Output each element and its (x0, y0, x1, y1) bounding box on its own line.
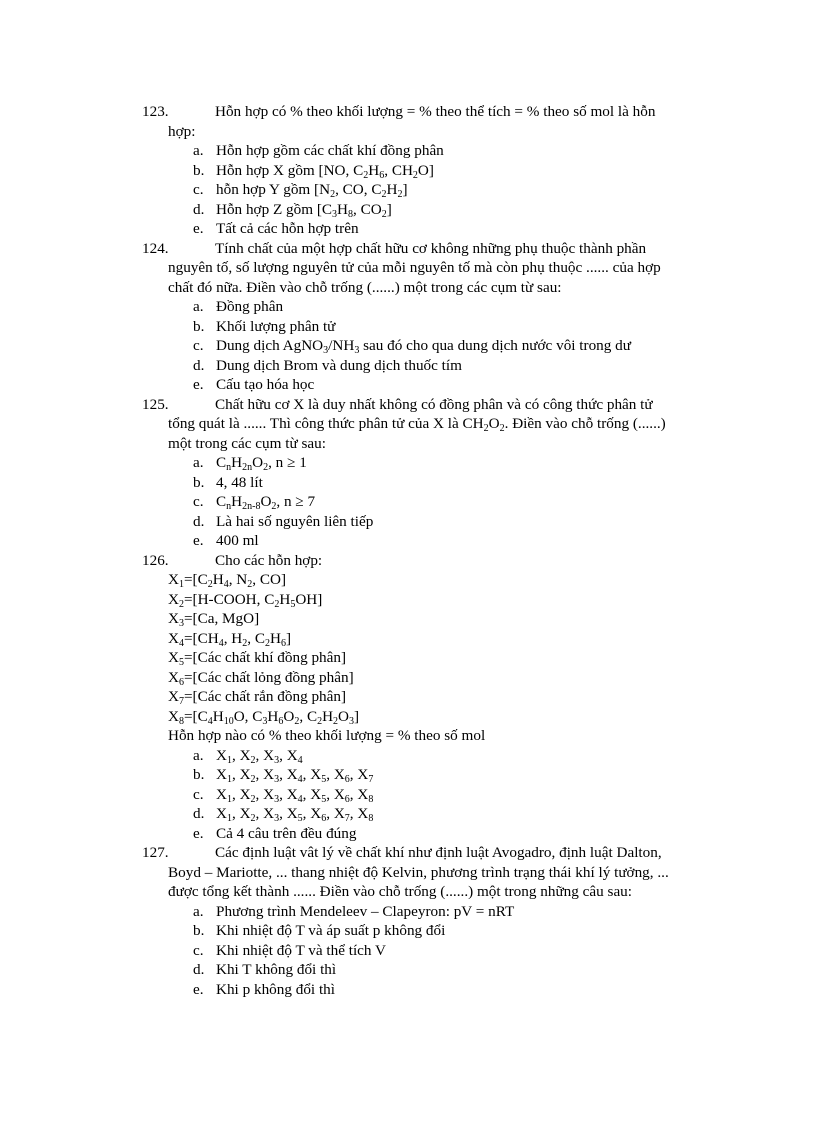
answer-option (0, 804, 816, 824)
option-letter: b. (193, 317, 205, 335)
mixture-item: $X_5=[Các$ chất khí đồng phân] (168, 649, 347, 668)
question-stem-line: Tính chất của một hợp chất hữu cơ không những phụ thuộc thành phần (215, 239, 647, 257)
question-stem-line: Boyd – Mariotte, ... thang nhiệt độ Kelvin, phương trình trạng thái khí lý tưởng, ... (168, 863, 669, 881)
question-stem-continuation (0, 278, 816, 298)
answer-option (0, 531, 816, 551)
option-letter: c. (193, 785, 204, 803)
option-text: Khi T không đổi thì (216, 961, 337, 978)
option-text: Hỗn hợp Z gồm [$C_3H_8$, $CO_2$] (216, 200, 392, 220)
answer-option (0, 512, 816, 532)
question-prompt: Hỗn hợp nào có % theo khối lượng = % theo số mol (168, 727, 486, 744)
option-letter: b. (193, 922, 205, 939)
question-stem-continuation (0, 414, 816, 434)
answer-option (0, 941, 816, 961)
answer-option (0, 317, 816, 337)
mixture-item: $X_1=[C_2H_4$, $N_2$, CO] (168, 571, 287, 590)
answer-option (0, 336, 816, 356)
mixture-line (0, 648, 816, 668)
question-stem-line: chất đó nữa. Điền vào chỗ trống (......) một trong các cụm từ sau: (168, 278, 562, 296)
option-text: Hỗn hợp X gồm [NO, $C_2H_6$, $CH_2O$] (216, 161, 434, 181)
option-text: $X_1$, $X_2$, $X_3$, $X_4$ (216, 746, 303, 766)
option-letter: d. (193, 961, 205, 978)
question-stem-line: hợp: (168, 122, 196, 140)
answer-option (0, 375, 816, 395)
answer-option (0, 921, 816, 941)
option-text: $X_1$, $X_2$, $X_3$, $X_4$, $X_5$, $X_6$, $X_8$ (216, 785, 374, 805)
option-letter: d. (193, 200, 205, 218)
question-stem-line: được tổng kết thành ...... Điền vào chỗ trống (......) một trong những câu sau: (168, 883, 632, 900)
mixture-item: $X_2=[H$-COOH, $C_2H_5OH$] (168, 590, 323, 610)
option-text: Khi p không đổi thì (216, 980, 335, 998)
option-text: Dung dịch Brom và dung dịch thuốc tím (216, 356, 462, 374)
answer-option (0, 200, 816, 220)
question-number: 123. (142, 103, 169, 120)
question-stem-continuation (0, 882, 816, 902)
option-letter: e. (193, 376, 204, 393)
option-text: hỗn hợp Y gồm [$N_2$, CO, $C_2H_2$] (216, 181, 408, 200)
question-number: 124. (142, 239, 169, 257)
option-letter: d. (193, 356, 205, 374)
option-text: 400 ml (216, 532, 259, 549)
option-letter: a. (193, 746, 204, 764)
answer-option (0, 161, 816, 181)
option-text: Là hai số nguyên liên tiếp (216, 512, 374, 530)
mixture-line (0, 707, 816, 727)
option-letter: d. (193, 512, 205, 530)
answer-option (0, 960, 816, 980)
option-text: Tất cả các hỗn hợp trên (216, 220, 359, 237)
mixture-item: $X_8=[C_4H_{10}O$, $C_3H_6O_2$, $C_2H_2O_3$] (168, 707, 360, 727)
option-text: 4, 48 lít (216, 473, 263, 491)
question-header (0, 395, 816, 415)
option-text: Cấu tạo hóa học (216, 376, 315, 393)
answer-option (0, 824, 816, 844)
answer-option (0, 180, 816, 200)
answer-option (0, 746, 816, 766)
question-prompt-line (0, 726, 816, 746)
answer-option (0, 453, 816, 473)
option-letter: c. (193, 941, 204, 959)
option-letter: c. (193, 493, 204, 510)
mixture-line (0, 687, 816, 707)
option-text: Dung dịch $AgNO_3/NH_3$ sau đó cho qua dung dịch nước vôi trong dư (216, 337, 631, 356)
question-number: 125. (142, 395, 169, 413)
answer-option (0, 297, 816, 317)
option-letter: e. (193, 824, 204, 842)
question-number: 126. (142, 551, 169, 569)
question-stem-line: Cho các hỗn hợp: (215, 551, 323, 569)
answer-option (0, 219, 816, 239)
question-stem-continuation (0, 434, 816, 454)
mixture-line (0, 590, 816, 610)
option-letter: e. (193, 220, 204, 237)
option-letter: b. (193, 473, 205, 491)
answer-option (0, 141, 816, 161)
question-stem-continuation (0, 258, 816, 278)
question-stem-line: một trong các cụm từ sau: (168, 434, 326, 452)
mixture-line (0, 609, 816, 629)
option-text: $X_1$, $X_2$, $X_3$, $X_4$, $X_5$, $X_6$, $X_7$ (216, 766, 374, 785)
answer-option (0, 980, 816, 1000)
mixture-item: $X_4=[CH_4$, $H_2$, $C_2H_6$] (168, 629, 292, 649)
option-text: Đồng phân (216, 298, 284, 315)
option-letter: b. (193, 161, 205, 179)
option-letter: a. (193, 454, 204, 471)
question-header (0, 239, 816, 259)
question-header (0, 843, 816, 863)
question-stem-line: tổng quát là ...... Thì công thức phân tử của X là $CH_2O_2$. Điền vào chỗ trống (......) (168, 415, 666, 434)
option-letter: a. (193, 902, 204, 920)
answer-option (0, 902, 816, 922)
mixture-line (0, 570, 816, 590)
option-text: $X_1$, $X_2$, $X_3$, $X_5$, $X_6$, $X_7$, $X_8$ (216, 805, 374, 824)
option-letter: a. (193, 298, 204, 315)
option-letter: d. (193, 805, 205, 822)
mixture-item: $X_7=[Các$ chất rắn đồng phân] (168, 688, 347, 707)
option-text: Cả 4 câu trên đều đúng (216, 824, 357, 842)
answer-option (0, 492, 816, 512)
option-letter: b. (193, 766, 205, 783)
question-number: 127. (142, 844, 169, 861)
option-text: Khối lượng phân tử (216, 317, 336, 335)
option-letter: c. (193, 181, 204, 198)
mixture-item: $X_6=[Các$ chất lỏng đồng phân] (168, 668, 354, 688)
option-letter: e. (193, 980, 204, 998)
option-text: Khi nhiệt độ T và thể tích V (216, 941, 386, 959)
option-letter: c. (193, 337, 204, 354)
question-stem-line: Chất hữu cơ X là duy nhất không có đồng phân và có công thức phân tử (215, 395, 653, 413)
mixture-item: $X_3=[Ca$, MgO] (168, 610, 260, 629)
option-text: Khi nhiệt độ T và áp suất p không đổi (216, 922, 446, 939)
question-stem-line: nguyên tố, số lượng nguyên tử của mỗi nguyên tố mà còn phụ thuộc ...... của hợp (168, 259, 661, 276)
question-stem-line: Các định luật vât lý về chất khí như định luật Avogadro, định luật Dalton, (215, 844, 662, 861)
option-letter: a. (193, 142, 204, 159)
question-stem-continuation (0, 122, 816, 142)
option-text: $C_nH_{2n-8}O_2$, n ≥ 7 (216, 493, 316, 512)
option-text: $C_nH_{2n}O_2$, n ≥ 1 (216, 454, 307, 473)
answer-option (0, 356, 816, 376)
question-header (0, 102, 816, 122)
question-header (0, 551, 816, 571)
question-stem-continuation (0, 863, 816, 883)
option-text: Hỗn hợp gồm các chất khí đồng phân (216, 142, 444, 159)
answer-option (0, 473, 816, 493)
option-text: Phương trình Mendeleev – Clapeyron: pV = nRT (216, 902, 515, 920)
answer-option (0, 765, 816, 785)
question-stem-line: Hỗn hợp có % theo khối lượng = % theo thể tích = % theo số mol là hỗn (215, 103, 656, 120)
mixture-line (0, 668, 816, 688)
answer-option (0, 785, 816, 805)
mixture-line (0, 629, 816, 649)
option-letter: e. (193, 532, 204, 549)
